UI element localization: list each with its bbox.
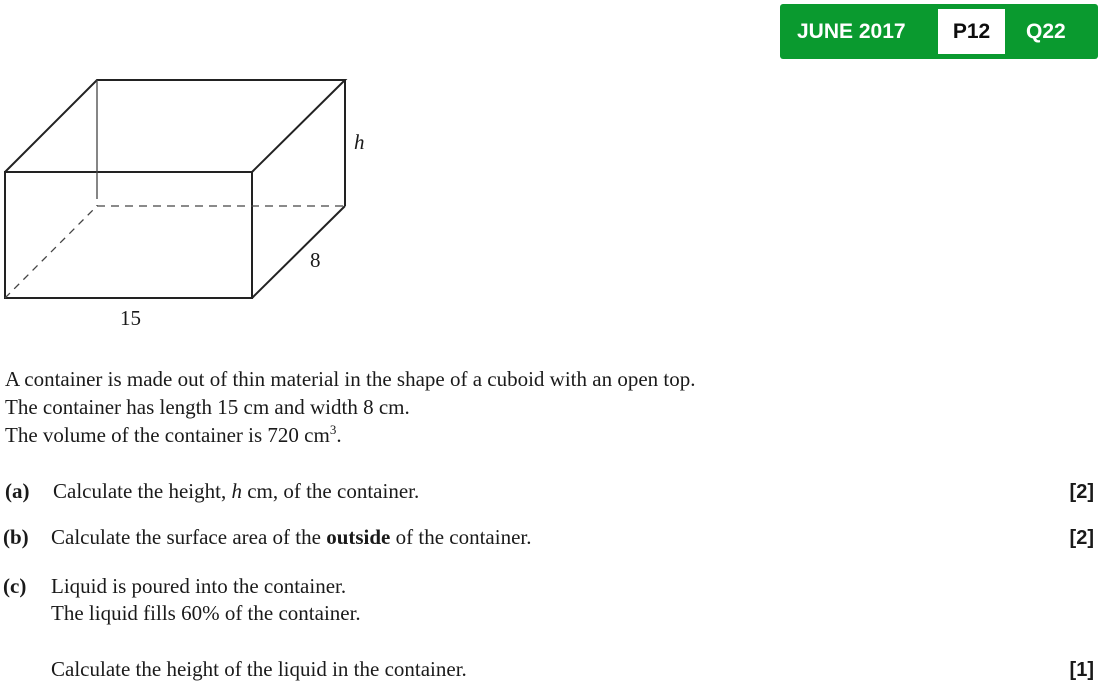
part-b bbox=[3, 525, 532, 549]
volume-text: The volume of the container is 720 cm bbox=[5, 423, 330, 447]
height-label: h bbox=[354, 130, 365, 154]
length-label: 15 bbox=[120, 306, 141, 330]
paper-number: P12 bbox=[938, 9, 1005, 54]
cuboid-hidden-edges bbox=[5, 80, 345, 298]
part-b-bold-word: outside bbox=[326, 525, 391, 549]
question-number: Q22 bbox=[1026, 20, 1066, 43]
part-b-text: Calculate the surface area of the bbox=[51, 525, 327, 549]
cubed-superscript: 3 bbox=[329, 422, 337, 437]
question-reference-badge bbox=[780, 4, 1098, 59]
part-b-text-end: of the container. bbox=[390, 525, 532, 549]
part-a-variable: h bbox=[231, 479, 242, 503]
part-c-marks: [1] bbox=[1069, 659, 1094, 681]
cuboid-diagram bbox=[0, 70, 400, 340]
intro-line-1: A container is made out of thin material in the shape of a cuboid with an open top. bbox=[5, 367, 696, 391]
part-c-line-2: The liquid fills 60% of the container. bbox=[51, 601, 361, 625]
part-a-label: (a) bbox=[5, 479, 30, 503]
part-c bbox=[3, 574, 346, 598]
intro-line-3 bbox=[5, 423, 342, 447]
part-c-line-1: Liquid is poured into the container. bbox=[51, 574, 347, 598]
part-a-marks: [2] bbox=[1069, 481, 1094, 503]
part-c-line-3: Calculate the height of the liquid in the container. bbox=[51, 657, 467, 681]
cuboid-figure bbox=[0, 70, 400, 340]
part-b-marks: [2] bbox=[1069, 527, 1094, 549]
part-a bbox=[5, 479, 419, 503]
part-c-label: (c) bbox=[3, 574, 27, 598]
cuboid-solid-edges bbox=[5, 80, 345, 298]
left-bottom-hidden bbox=[5, 206, 97, 298]
part-b-label: (b) bbox=[3, 525, 29, 549]
part-a-text: Calculate the height, bbox=[53, 479, 232, 503]
exam-date: JUNE 2017 bbox=[797, 20, 906, 43]
bottom-right-edge bbox=[252, 206, 345, 298]
width-label: 8 bbox=[310, 248, 321, 272]
volume-period: . bbox=[336, 423, 342, 447]
part-a-text-end: cm, of the container. bbox=[241, 479, 420, 503]
top-edges bbox=[5, 80, 345, 172]
front-face bbox=[5, 172, 252, 298]
intro-line-2: The container has length 15 cm and width 8 cm. bbox=[5, 395, 410, 419]
